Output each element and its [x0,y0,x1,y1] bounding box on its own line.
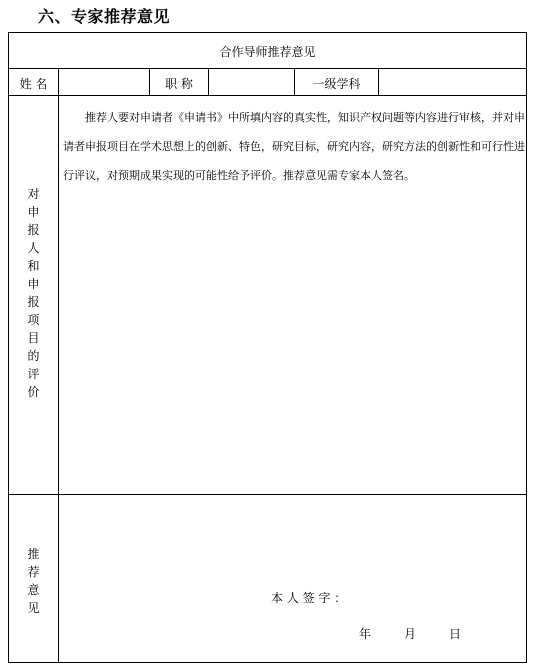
vertical-label-char: 和 [27,259,40,273]
vertical-label-char: 荐 [27,565,40,579]
vertical-label-char: 目 [27,331,40,345]
recommendation-form [8,32,527,663]
vertical-label-char: 评 [27,367,40,381]
vertical-label-char: 人 [27,241,40,255]
divider [9,494,526,495]
signature-label: 本 人 签 字 ： [271,591,347,605]
divider [9,68,526,69]
recommendation-label [9,543,58,619]
divider [208,68,209,95]
divider [378,68,379,95]
title-label: 职 称 [165,77,193,91]
form-header: 合作导师推荐意见 [219,45,316,59]
vertical-label-char: 申 [27,205,40,219]
vertical-label-char: 的 [27,349,40,363]
divider [9,95,526,96]
vertical-label-char: 申 [27,277,40,291]
evaluation-instructions: 推荐人要对申请者《申请书》中所填内容的真实性，知识产权问题等内容进行审核，并对申请者申报项目在学术思想上的创新、特色，研究目标，研究内容，研究方法的创新性和可行性进行评议，对预期成果实现的可能性给予评价。推荐意见需专家本人签名。 [63,111,525,182]
date-year-label: 年 [359,627,372,641]
vertical-label-char: 价 [27,385,40,399]
name-label: 姓 名 [19,77,48,91]
divider [58,95,59,662]
vertical-label-char: 报 [27,223,40,237]
vertical-label-char: 项 [27,313,40,327]
vertical-label-char: 意 [27,583,40,597]
vertical-label-char: 报 [27,295,40,309]
section-title: 六、专家推荐意见 [38,7,171,26]
vertical-label-char: 对 [27,187,40,201]
discipline-label: 一级学科 [312,77,361,91]
vertical-label-char: 推 [27,547,40,561]
divider [58,68,59,95]
evaluation-content-area[interactable] [63,193,523,488]
date-day-label: 日 [449,627,462,641]
recommendation-content-area[interactable] [63,503,523,583]
date-month-label: 月 [404,627,417,641]
vertical-label-char: 见 [27,601,40,615]
evaluation-label [9,173,58,413]
